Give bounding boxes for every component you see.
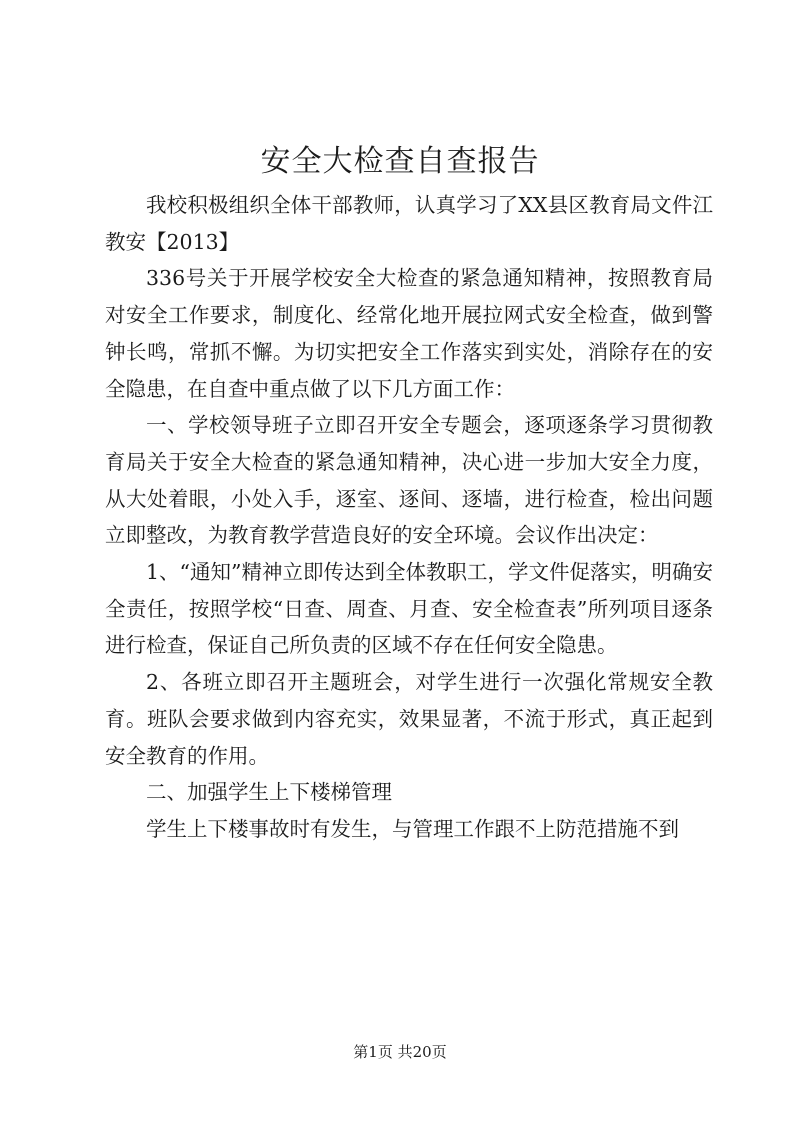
- paragraph: 学生上下楼事故时有发生，与管理工作跟不上防范措施不到: [146, 816, 679, 841]
- paragraph: 336号关于开展学校安全大检查的紧急通知精神，按照教育局对安全工作要求，制度化、经常化地开展拉网式安全检查，做到警钟长鸣，常抓不懈。为切实把安全工作落实到实处，消除存在的安全隐患，在自查中重点做了以下几方面工作：: [105, 266, 713, 401]
- paragraph: 2、各班立即召开主题班会，对学生进行一次强化常规安全教育。班队会要求做到内容充实，效果显著，不流于形式，真正起到安全教育的作用。: [105, 670, 713, 768]
- document-body: [105, 187, 713, 848]
- paragraph: 1、“通知”精神立即传达到全体教职工，学文件促落实，明确安全责任，按照学校“日查、周查、月查、安全检查表”所列项目逐条进行检查，保证自己所负责的区域不存在任何安全隐患。: [105, 560, 714, 658]
- paragraph: 我校积极组织全体干部教师，认真学习了XX县区教育局文件江教安【2013】: [105, 193, 713, 254]
- page-footer: 第1页 共20页: [353, 1043, 447, 1061]
- document-title: 安全大检查自查报告: [260, 144, 540, 179]
- paragraph: 二、加强学生上下楼梯管理: [146, 780, 392, 805]
- paragraph: 一、学校领导班子立即召开安全专题会，逐项逐条学习贯彻教育局关于安全大检查的紧急通知精神，决心进一步加大安全力度，从大处着眼，小处入手，逐室、逐间、逐墙，进行检查，检出问题立即整改，为教育教学营造良好的安全环境。会议作出决定：: [105, 413, 713, 548]
